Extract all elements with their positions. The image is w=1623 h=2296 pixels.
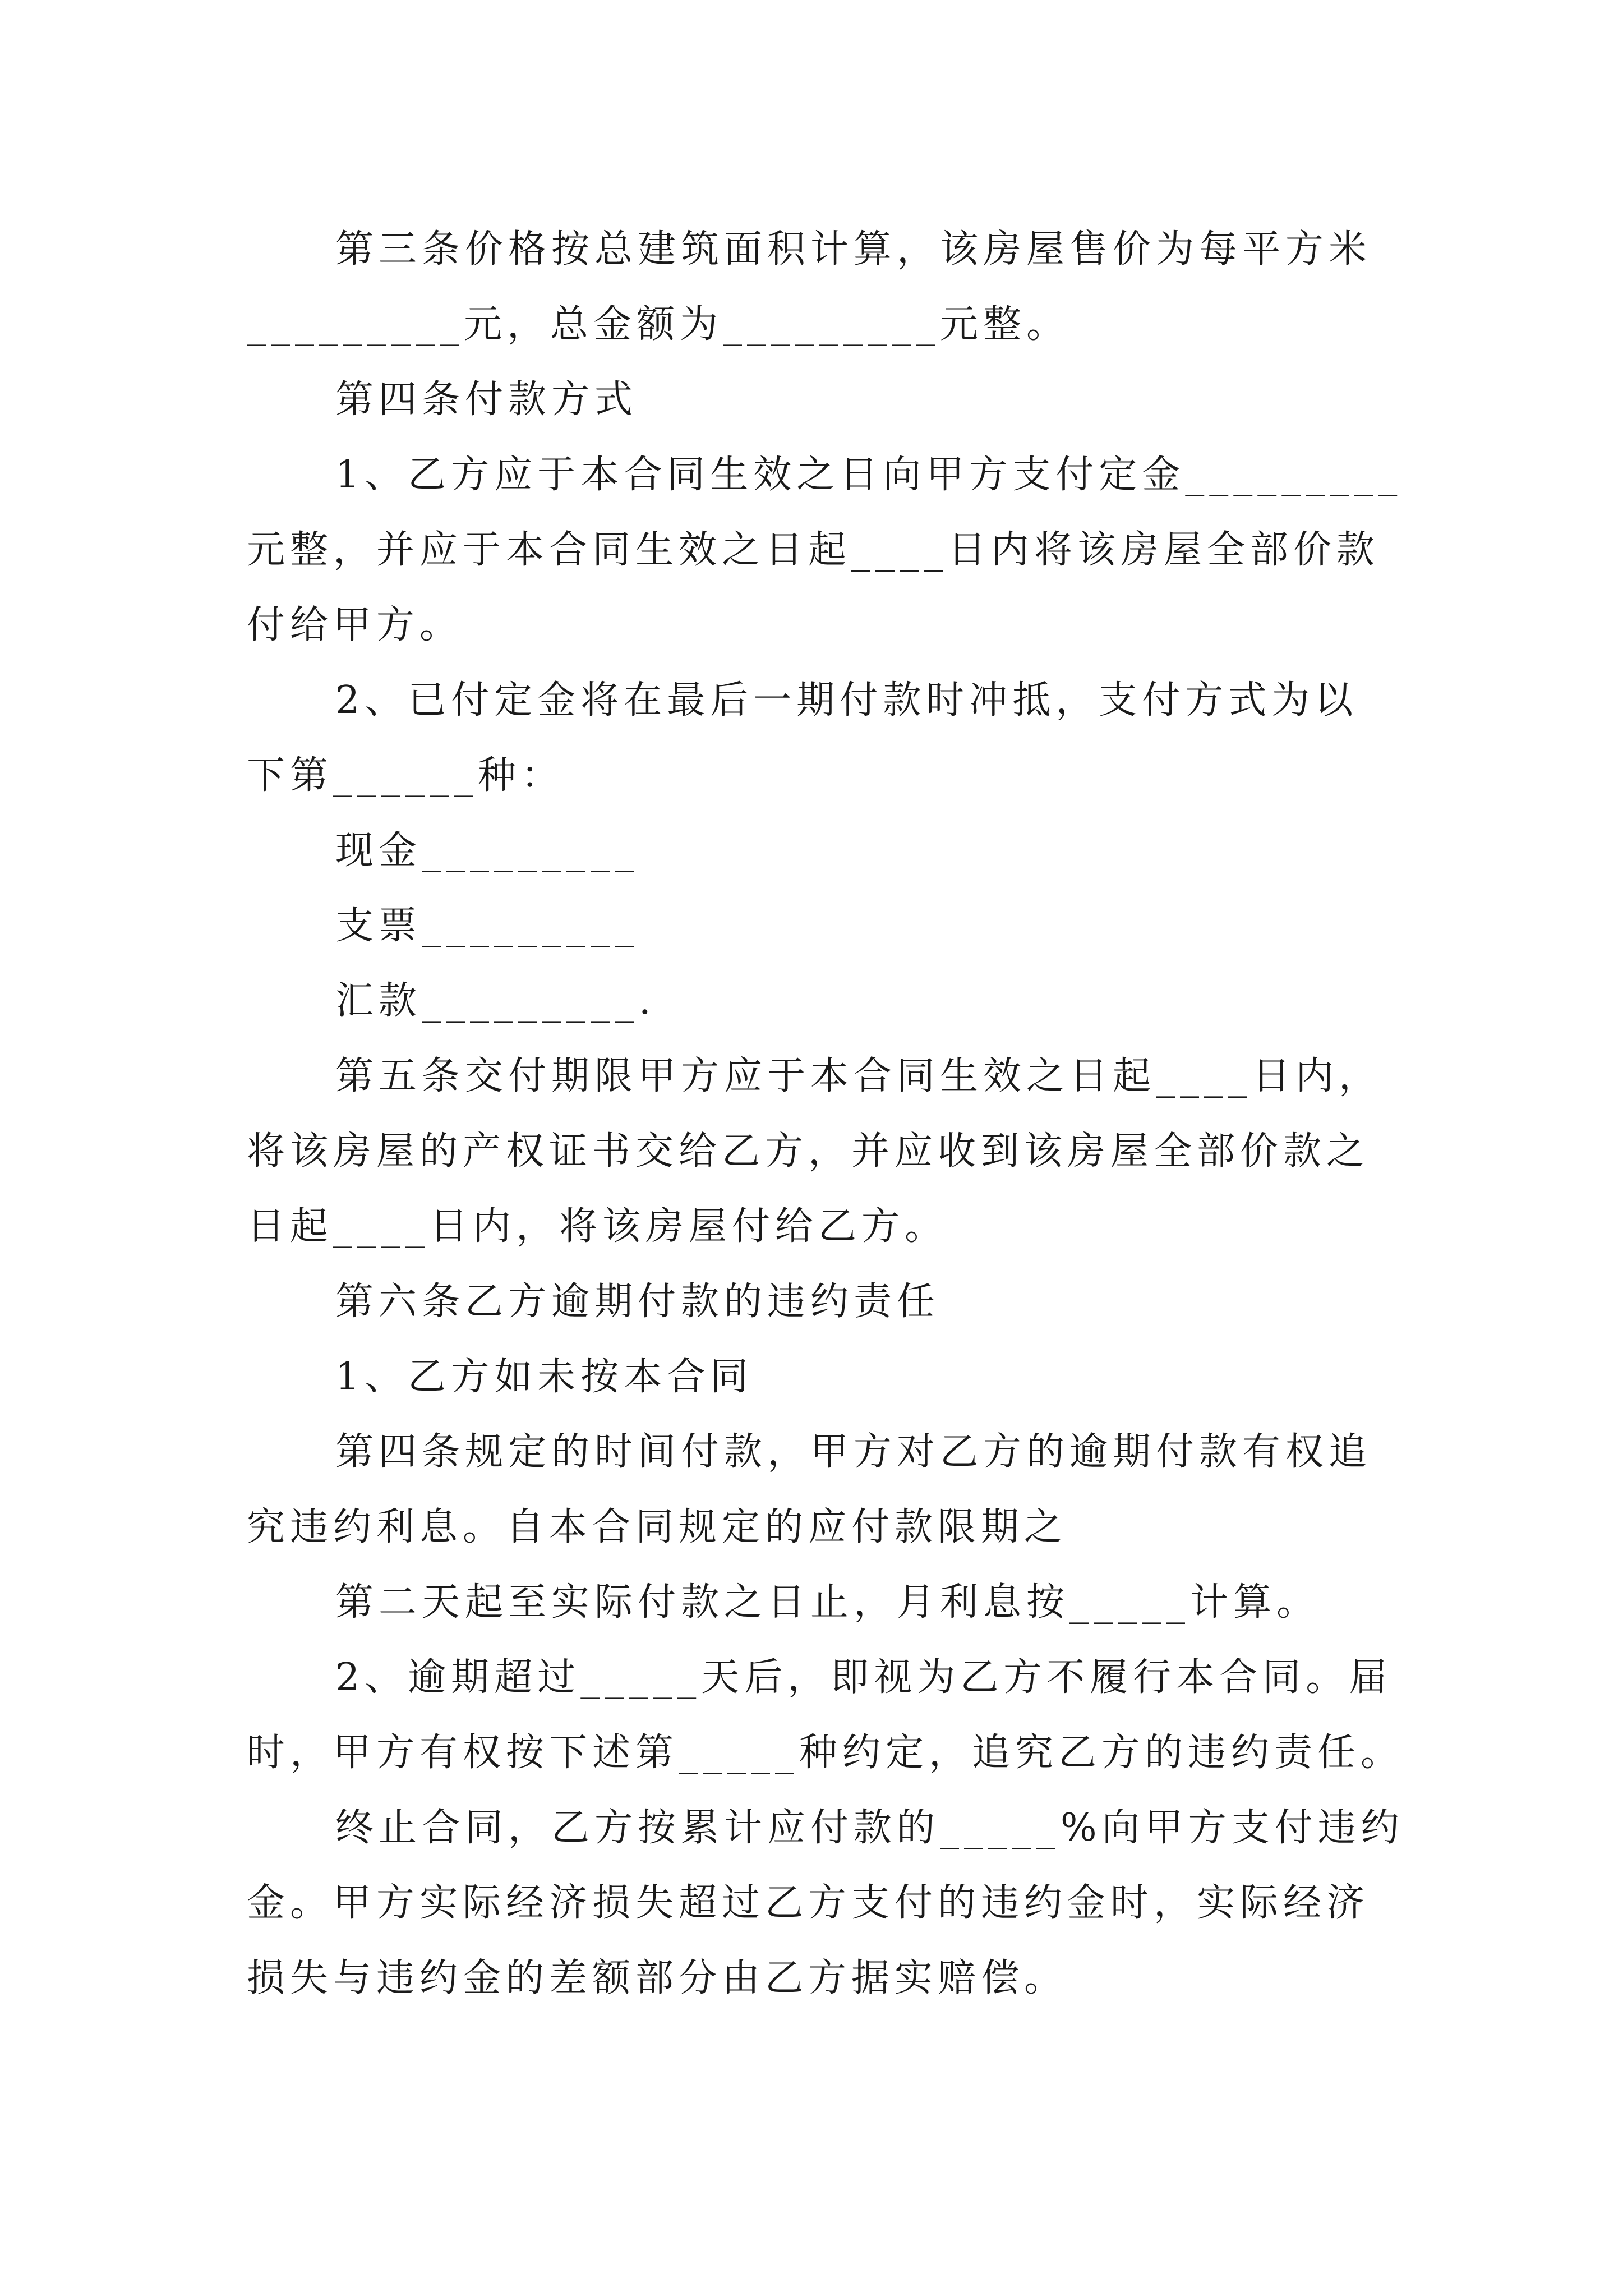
section-heading: 第六条乙方逾期付款的违约责任 — [335, 1280, 940, 1324]
text-line: 1、乙方如未按本合同 — [335, 1355, 754, 1399]
text-line: 第三条价格按总建筑面积计算，该房屋售价为每平方米 — [335, 227, 1372, 272]
text-line: 元整，并应于本合同生效之日起____日内将该房屋全部价款 — [247, 528, 1380, 572]
payment-option-cash: 现金_________ — [335, 829, 639, 873]
text-line: 时，甲方有权按下述第_____种约定，追究乙方的违约责任。 — [247, 1731, 1404, 1775]
text-line: 究违约利息。自本合同规定的应付款限期之 — [247, 1505, 1068, 1549]
text-line: 2、逾期超过_____天后，即视为乙方不履行本合同。届 — [335, 1655, 1393, 1700]
section-heading: 第五条交付期限甲方应于本合同生效之日起____日内， — [335, 1054, 1382, 1098]
payment-option-remittance: 汇款_________. — [335, 979, 656, 1023]
text-line: 终止合同，乙方按累计应付款的_____%向甲方支付违约 — [335, 1806, 1404, 1850]
text-line: 日起____日内，将该房屋付给乙方。 — [247, 1204, 948, 1249]
text-line: 损失与违约金的差额部分由乙方据实赔偿。 — [247, 1956, 1068, 2000]
text-line: _________元，总金额为_________元整。 — [247, 302, 1070, 347]
text-line: 将该房屋的产权证书交给乙方，并应收到该房屋全部价款之 — [247, 1129, 1370, 1174]
text-line: 1、乙方应于本合同生效之日向甲方支付定金_________ — [335, 453, 1403, 497]
text-line: 2、已付定金将在最后一期付款时冲抵，支付方式为以 — [335, 678, 1358, 723]
text-line: 第二天起至实际付款之日止，月利息按_____计算。 — [335, 1580, 1320, 1625]
contract-body — [247, 212, 1404, 2016]
text-line: 金。甲方实际经济损失超过乙方支付的违约金时，实际经济 — [247, 1881, 1370, 1925]
text-line: 下第______种： — [247, 753, 565, 798]
text-line: 付给甲方。 — [247, 603, 463, 647]
text-line: 第四条规定的时间付款，甲方对乙方的逾期付款有权追 — [335, 1430, 1372, 1474]
section-heading: 第四条付款方式 — [335, 378, 638, 422]
payment-option-check: 支票_________ — [335, 904, 639, 948]
